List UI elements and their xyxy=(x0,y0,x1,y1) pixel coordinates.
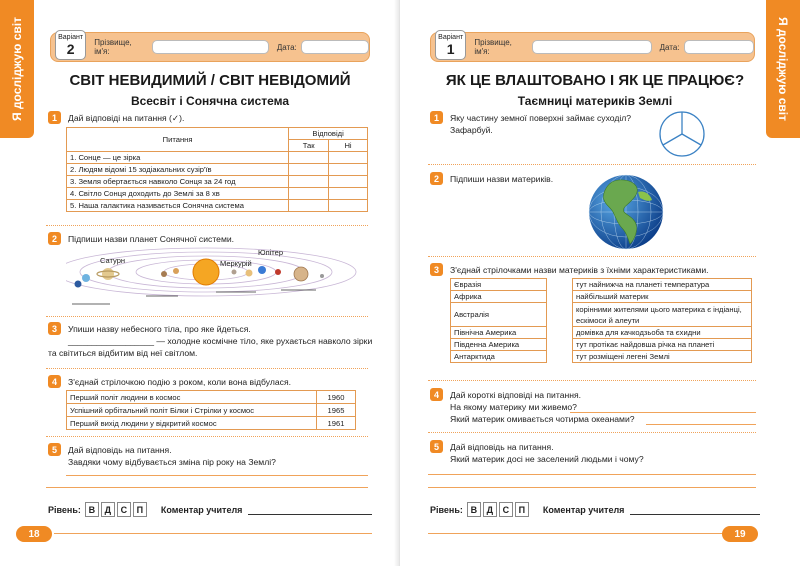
planet-label: Сатурн xyxy=(100,256,126,265)
answer-cell[interactable] xyxy=(329,164,368,176)
planet-icon xyxy=(320,274,324,278)
table-row: Африка найбільший материк xyxy=(451,291,752,303)
header-bar-left: Варіант 2 Прізвище, ім'я: Дата: xyxy=(50,32,370,62)
answer-cell[interactable] xyxy=(329,188,368,200)
date-field[interactable] xyxy=(301,40,369,54)
circle-diagram[interactable] xyxy=(658,110,706,158)
question-text: Який материк омивається чотирма океанами? xyxy=(450,414,635,424)
question-number: 1 xyxy=(48,111,61,124)
planet-icon xyxy=(82,274,90,282)
planet-icon xyxy=(161,271,167,277)
separator xyxy=(46,436,368,437)
table-row: 4. Світло Сонця доходить до Землі за 8 хв xyxy=(67,188,368,200)
teacher-comment-line[interactable] xyxy=(630,505,760,515)
separator xyxy=(46,316,368,317)
page-subtitle: Таємниці материків Землі xyxy=(517,94,673,108)
answer-line[interactable] xyxy=(66,475,368,476)
question-number: 1 xyxy=(430,111,443,124)
question-text: Дай короткі відповіді на питання. xyxy=(450,390,582,400)
table-row: Північна Америка домівка для качкодзьоба та єхидни xyxy=(451,327,752,339)
planet-icon xyxy=(173,268,179,274)
level-box[interactable]: Д xyxy=(483,502,497,517)
page-number: 18 xyxy=(16,526,52,542)
question-text: та світиться відбитим від неї світлом. xyxy=(48,348,198,358)
planet-icon xyxy=(75,281,82,288)
answer-cell[interactable] xyxy=(329,152,368,164)
answer-cell[interactable] xyxy=(289,164,329,176)
planet-icon xyxy=(294,267,308,281)
question-number: 2 xyxy=(430,172,443,185)
separator xyxy=(428,380,756,381)
continents-table xyxy=(450,278,752,363)
question-text: Дай відповідь на питання. xyxy=(68,445,172,455)
question-text: Дай відповідь на питання. xyxy=(450,442,554,452)
page-title: СВІТ НЕВИДИМИЙ / СВІТ НЕВІДОМИЙ xyxy=(69,72,351,89)
planet-icon xyxy=(275,269,281,275)
planet-label: Меркурій xyxy=(220,259,252,268)
answer-line[interactable] xyxy=(428,487,756,488)
level-box[interactable]: П xyxy=(515,502,529,517)
question-text: Упиши назву небесного тіла, про яке йдеться. xyxy=(68,324,251,334)
sun-icon xyxy=(193,259,219,285)
question-number: 3 xyxy=(430,263,443,276)
page-title: ЯК ЦЕ ВЛАШТОВАНО І ЯК ЦЕ ПРАЦЮЄ? xyxy=(445,72,745,89)
question-text: Підпиши назви планет Сонячної системи. xyxy=(68,234,235,244)
table-row: Перший вихід людини у відкритий космос 1961 xyxy=(67,417,356,430)
answer-cell[interactable] xyxy=(289,176,329,188)
question-number: 2 xyxy=(48,232,61,245)
answer-cell[interactable] xyxy=(289,200,329,212)
question-text: __________________ — холодне космічне тіло, яке рухається навколо зірки xyxy=(68,336,373,346)
answer-cell[interactable] xyxy=(329,200,368,212)
level-box[interactable]: С xyxy=(117,502,131,517)
question-text: Завдяки чому відбувається зміна пір року на Землі? xyxy=(68,457,276,467)
question-number: 4 xyxy=(48,375,61,388)
level-box[interactable]: В xyxy=(85,502,99,517)
table-row: Австралія корінними жителями цього материка є індіанці, ескімоси й алеути xyxy=(451,303,752,327)
side-tab-right: Я досліджую світ xyxy=(766,0,800,138)
table-row: Євразія тут найнижча на планеті температура xyxy=(451,279,752,291)
events-table xyxy=(66,390,356,430)
header-bar-right: Варіант 1 Прізвище, ім'я: Дата: xyxy=(430,32,755,62)
question-text: Який материк досі не заселений людьми і чому? xyxy=(450,454,644,464)
table-row: 1. Сонце — це зірка xyxy=(67,152,368,164)
question-text: З'єднай стрілочкою подію з роком, коли вона відбулася. xyxy=(68,377,291,387)
name-field[interactable] xyxy=(532,40,651,54)
table-row: Успішний орбітальний політ Білки і Стрілки у космос 1965 xyxy=(67,404,356,417)
question-number: 5 xyxy=(48,443,61,456)
page-number: 19 xyxy=(722,526,758,542)
answers-table: Питання Відповіді Так Ні 1. Сонце — це зірка 2. Людям відомі 15 зодіакальних сузір'їв 3. Земля обертається навколо Сонця за 24 год 4. Світло Сонця доходить до Землі за 8 хв 5. Наша галактика називається Сонячна система xyxy=(66,127,368,212)
variant-box: Варіант 1 xyxy=(435,30,466,60)
planet-icon xyxy=(102,268,114,280)
planet-icon xyxy=(258,266,266,274)
question-text: Зафарбуй. xyxy=(450,125,493,135)
solar-system-illustration xyxy=(66,244,366,310)
date-field[interactable] xyxy=(684,40,754,54)
separator xyxy=(428,164,756,165)
answer-line[interactable] xyxy=(428,474,756,475)
answer-line[interactable] xyxy=(570,412,756,413)
globe-icon xyxy=(586,172,666,252)
teacher-comment-line[interactable] xyxy=(248,505,372,515)
question-number: 3 xyxy=(48,322,61,335)
level-box[interactable]: Д xyxy=(101,502,115,517)
footer-right: Рівень: В Д С П Коментар учителя xyxy=(430,502,760,517)
question-number: 5 xyxy=(430,440,443,453)
right-page xyxy=(400,0,800,566)
question-text: Підпиши назви материків. xyxy=(450,174,554,184)
answer-line[interactable] xyxy=(646,424,756,425)
separator xyxy=(428,432,756,433)
level-box[interactable]: П xyxy=(133,502,147,517)
planet-label: Юпітер xyxy=(258,248,283,257)
answer-cell[interactable] xyxy=(289,188,329,200)
variant-box: Варіант 2 xyxy=(55,30,86,60)
page-subtitle: Всесвіт і Сонячна система xyxy=(130,94,290,108)
table-row: Антарктида тут розміщені легені Землі xyxy=(451,351,752,363)
answer-cell[interactable] xyxy=(289,152,329,164)
page-bottom-line xyxy=(428,533,746,534)
question-number: 4 xyxy=(430,388,443,401)
answer-line[interactable] xyxy=(46,487,368,488)
name-field[interactable] xyxy=(152,40,269,54)
question-text: З'єднай стрілочками назви материків з їхніми характеристиками. xyxy=(450,265,709,275)
footer-left: Рівень: В Д С П Коментар учителя xyxy=(48,502,372,517)
separator xyxy=(46,368,368,369)
table-row: 2. Людям відомі 15 зодіакальних сузір'їв xyxy=(67,164,368,176)
question-text: Яку частину земної поверхні займає суходіл? xyxy=(450,113,632,123)
question-text: На якому материку ми живемо? xyxy=(450,402,577,412)
page-bottom-line xyxy=(54,533,372,534)
table-row: 3. Земля обертається навколо Сонця за 24 год xyxy=(67,176,368,188)
table-row: Південна Америка тут протікає найдовша річка на планеті xyxy=(451,339,752,351)
level-box[interactable]: В xyxy=(467,502,481,517)
level-box[interactable]: С xyxy=(499,502,513,517)
table-row: 5. Наша галактика називається Сонячна система xyxy=(67,200,368,212)
answer-cell[interactable] xyxy=(329,176,368,188)
planet-icon xyxy=(232,270,237,275)
separator xyxy=(46,225,368,226)
side-tab-left: Я досліджую світ xyxy=(0,0,34,138)
planet-icon xyxy=(246,270,253,277)
table-row: Перший політ людини в космос 1960 xyxy=(67,391,356,404)
separator xyxy=(428,256,756,257)
question-text: Дай відповіді на питання (✓). xyxy=(68,113,185,123)
